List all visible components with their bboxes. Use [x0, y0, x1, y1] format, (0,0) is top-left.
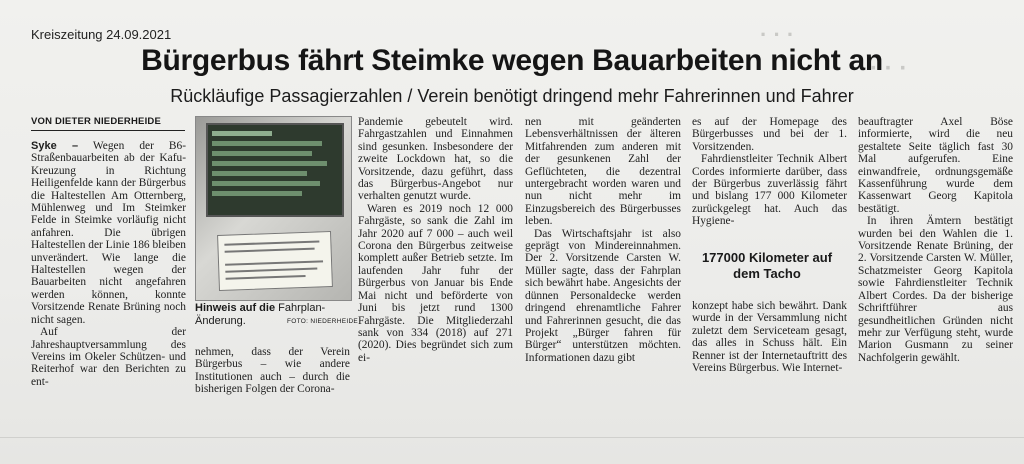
paragraph: Pandemie gebeutelt wird. Fahrgastzahlen und Einnahmen sind gesunken. Insbesondere der zweite Lockdown hat, so die Vorsitzende, dazu geführt, dass das Bürgerbus-Angebot nur verhalten genutzt wurde. — [358, 116, 513, 203]
caption-lead: Hinweis auf die — [195, 302, 276, 314]
article-column-2 — [195, 346, 350, 396]
bleed-through-text: · · · — [870, 55, 908, 82]
article-column-4 — [525, 116, 681, 364]
paragraph: konzept habe sich bewährt. Dank wurde in der Versammlung nicht zuletzt dem Serviceteam gesagt, das alles in Schuss hält. Ein Renner ist der Internetauftritt des Vereins Bürgerbus. Wie Internet- — [692, 300, 847, 375]
caption-text: Fahrplan-Änderung. — [195, 302, 326, 327]
paragraph: In ihren Ämtern bestätigt wurden bei den Wahlen die 1. Vorsitzende Renate Brüning, der 2. Vorsitzende Carsten W. Müller, Schatzmeister Georg Kapitola sowie Fahrdienstleiter Technik Albert Cordes. Da der bisherige Schriftführer aus gesundheitlichen Gründen nicht mehr zur Verfügung steht, wurde Marion Gusmann zu seiner Nachfolgerin gewählt. — [858, 215, 1013, 364]
paragraph: nen mit geänderten Lebensverhältnissen der älteren Mitfahrenden zum anderen mit der gesunkenen Zahl der Geflüchteten, die dezentral untergebracht worden waren und nun nicht mehr im Einzugsbereich des Bürgerbusses leben. — [525, 116, 681, 228]
article-column-5-bottom — [692, 300, 847, 374]
source-line: Kreiszeitung 24.09.2021 — [31, 27, 172, 42]
paragraph: Fahrdienstleiter Technik Albert Cordes informierte darüber, dass der Bürgerbus zuverlässig fährt und bislang 177 000 Kilometer zurückgelegt hat. Auch das Hygiene- — [692, 153, 847, 228]
paragraph: es auf der Homepage des Bürgerbusses und bei der 1. Vorsitzenden. — [692, 116, 847, 153]
paragraph: beauftragter Axel Böse informierte, wird die neu gestaltete Seite täglich fast 30 Mal aufgerufen. Eine einwandfreie, ordnungsgemäße Kassenführung wurde dem Kassenwart Georg Kapitola bestätigt. — [858, 116, 1013, 215]
headline: Bürgerbus fährt Steimke wegen Bauarbeiten nicht an — [141, 44, 883, 77]
paragraph — [31, 140, 186, 326]
paragraph: Das Wirtschaftsjahr ist also geprägt von Mindereinnahmen. Der 2. Vorsitzende Carsten W. Müller sagte, dass der Fahrplan sich bewährt habe. Angesichts der dünnen Personaldecke werden dringend ehrenamtliche Fahrer und Fahrerinnen gesucht, die das Projekt „Bürger fahren für Bürger“ unterstützen möchten. Informationen dazu gibt — [525, 227, 681, 364]
article-column-5 — [692, 116, 847, 228]
paragraph-text: Wegen der B6-Straßenbauarbeiten ab der Kafu-Kreuzung in Richtung Heiligenfelde kann der Bürgerbus die Haltestellen Am Otternberg, Mühlenweg und Im Steimker Felde in Steimke vorläufig nicht anfahren. Die übrigen Haltestellen der Linie 186 bleiben unverändert. Wie lange die Haltestellen wegen der Bauarbeiten nicht angefahren werden können, konnte Vorsitzende Renate Brüning noch nicht sagen. — [31, 140, 186, 326]
article-photo — [195, 116, 352, 301]
paragraph: nehmen, dass der Verein Bürgerbus – wie andere Institutionen auch – durch die bisherigen Folgen der Corona- — [195, 346, 350, 396]
article-column-6 — [858, 116, 1013, 364]
dateline: Syke – — [31, 140, 79, 152]
article-column-3 — [358, 116, 513, 364]
paragraph: Auf der Jahreshauptversammlung des Vereins im Okeler Schützen- und Reiterhof war den Berichten zu ent- — [31, 326, 186, 388]
photo-credit: FOTO: NIEDERHEIDE — [287, 318, 359, 325]
byline: VON DIETER NIEDERHEIDE — [31, 116, 185, 131]
paragraph: Waren es 2019 noch 12 000 Fahrgäste, so sank die Zahl im Jahr 2020 auf 7 000 – auch weil Corona den Bürgerbus zeitweise komplett außer Betrieb setzte. Im laufenden Jahr fuhr der Bürgerbus von Januar bis Ende Mai nicht und beförderte von Juni bis jetzt rund 1300 Fahrgäste. Die Mitgliederzahl sank von 334 (2018) auf 271 (2020). Dies begründet sich zum ei- — [358, 202, 513, 364]
divider — [0, 437, 1024, 438]
pull-quote: 177000 Kilometer auf dem Tacho — [701, 250, 833, 281]
bleed-through-text: · · · — [760, 22, 795, 47]
notice-sign — [217, 231, 333, 291]
subheadline: Rückläufige Passagierzahlen / Verein benötigt dringend mehr Fahrerinnen und Fahrer — [170, 86, 854, 106]
timetable-display — [206, 123, 344, 217]
article-column-1 — [31, 140, 186, 388]
